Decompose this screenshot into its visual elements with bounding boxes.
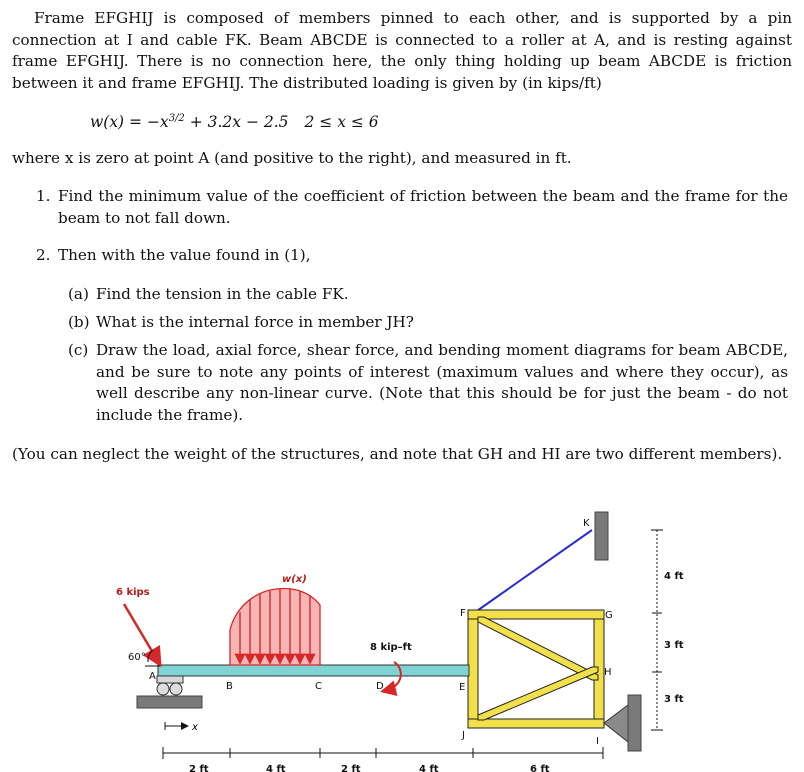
dim-6ft-e: 6 ft <box>530 764 550 772</box>
vertical-dimensions <box>651 530 663 730</box>
label-i: I <box>596 736 599 747</box>
list-item-text: Then with the value found in (1), <box>58 246 311 264</box>
roller-a <box>170 683 182 695</box>
frame-efghij <box>468 610 604 728</box>
list-item-text: Find the minimum value of the coefficient of friction between the beam and the frame for the beam to not fall down. <box>58 187 788 227</box>
loading-equation <box>90 113 379 131</box>
label-j: J <box>462 730 465 741</box>
label-wx: w(x) <box>282 574 307 585</box>
label-e: E <box>459 682 466 693</box>
problem-intro: Frame EFGHIJ is composed of members pinned to each other, and is supported by a pin connection at I and cable FK. Beam ABCDE is connected to a roller at A, and is resting against frame EFGHIJ. There is no connection here, the only thing holding up beam ABCDE is friction between it and frame EFGHIJ. The distributed loading is given by (in kips/ft) <box>12 9 792 92</box>
list-item-number: 2. <box>36 246 51 264</box>
roller-bracket-a <box>157 676 183 683</box>
pin-support-i <box>604 705 628 742</box>
equation-rhs: + 3.2x − 2.5 <box>184 113 289 132</box>
equation-exponent: 3/2 <box>168 113 185 124</box>
where-statement: where x is zero at point A (and positive to the right), and measured in ft. <box>12 149 572 167</box>
x-axis-label: x <box>192 722 198 733</box>
label-c: C <box>315 681 322 692</box>
label-b: B <box>226 681 233 692</box>
dim-2ft-a: 2 ft <box>189 764 209 772</box>
label-6kips: 6 kips <box>116 587 150 598</box>
dim-4ft-d: 4 ft <box>419 764 439 772</box>
dim-4ft-b: 4 ft <box>266 764 286 772</box>
equation-range: 2 ≤ x ≤ 6 <box>304 113 379 132</box>
subitem-text: Find the tension in the cable FK. <box>96 285 349 303</box>
label-f: F <box>460 608 466 619</box>
wall-k <box>595 512 608 560</box>
subitem-c <box>68 340 788 426</box>
ground-i <box>628 695 641 751</box>
subitem-number: (c) <box>68 341 89 359</box>
label-k: K <box>583 518 590 529</box>
dim-3ft-vertical-lower: 3 ft <box>664 694 684 705</box>
label-h: H <box>604 667 612 678</box>
subitem-text: Draw the load, axial force, shear force, and bending moment diagrams for beam ABCDE, and be sure to note any points of interest (maximum values and where they occur), as well describe any non-linear curve. (Note that this should be for just the beam - do not include the frame). <box>96 341 788 424</box>
dim-4ft-vertical: 4 ft <box>664 571 684 582</box>
structure-figure <box>0 490 804 772</box>
roller-a <box>157 683 169 695</box>
list-item-2 <box>36 245 788 267</box>
subitem-number: (a) <box>68 285 89 303</box>
subitem-b <box>68 312 788 334</box>
distributed-load-area <box>230 589 320 665</box>
note: (You can neglect the weight of the structures, and note that GH and HI are two different members). <box>12 445 783 463</box>
label-g: G <box>605 610 613 621</box>
subitem-a <box>68 284 788 306</box>
label-moment: 8 kip–ft <box>370 642 412 653</box>
dim-3ft-vertical-upper: 3 ft <box>664 640 684 651</box>
dim-2ft-c: 2 ft <box>341 764 361 772</box>
list-item-number: 1. <box>36 187 51 205</box>
horizontal-dimensions <box>163 747 603 759</box>
label-d: D <box>376 681 384 692</box>
list-item-1 <box>36 186 788 229</box>
subitem-number: (b) <box>68 313 90 331</box>
x-axis-indicator <box>165 722 198 733</box>
beam-abcde <box>158 665 469 676</box>
label-a: A <box>149 671 156 682</box>
subitem-text: What is the internal force in member JH? <box>96 313 414 331</box>
cable-fk <box>474 530 592 613</box>
label-angle: 60° <box>128 652 146 663</box>
ground-a <box>137 696 202 708</box>
equation-lhs: w(x) = −x <box>90 113 169 132</box>
